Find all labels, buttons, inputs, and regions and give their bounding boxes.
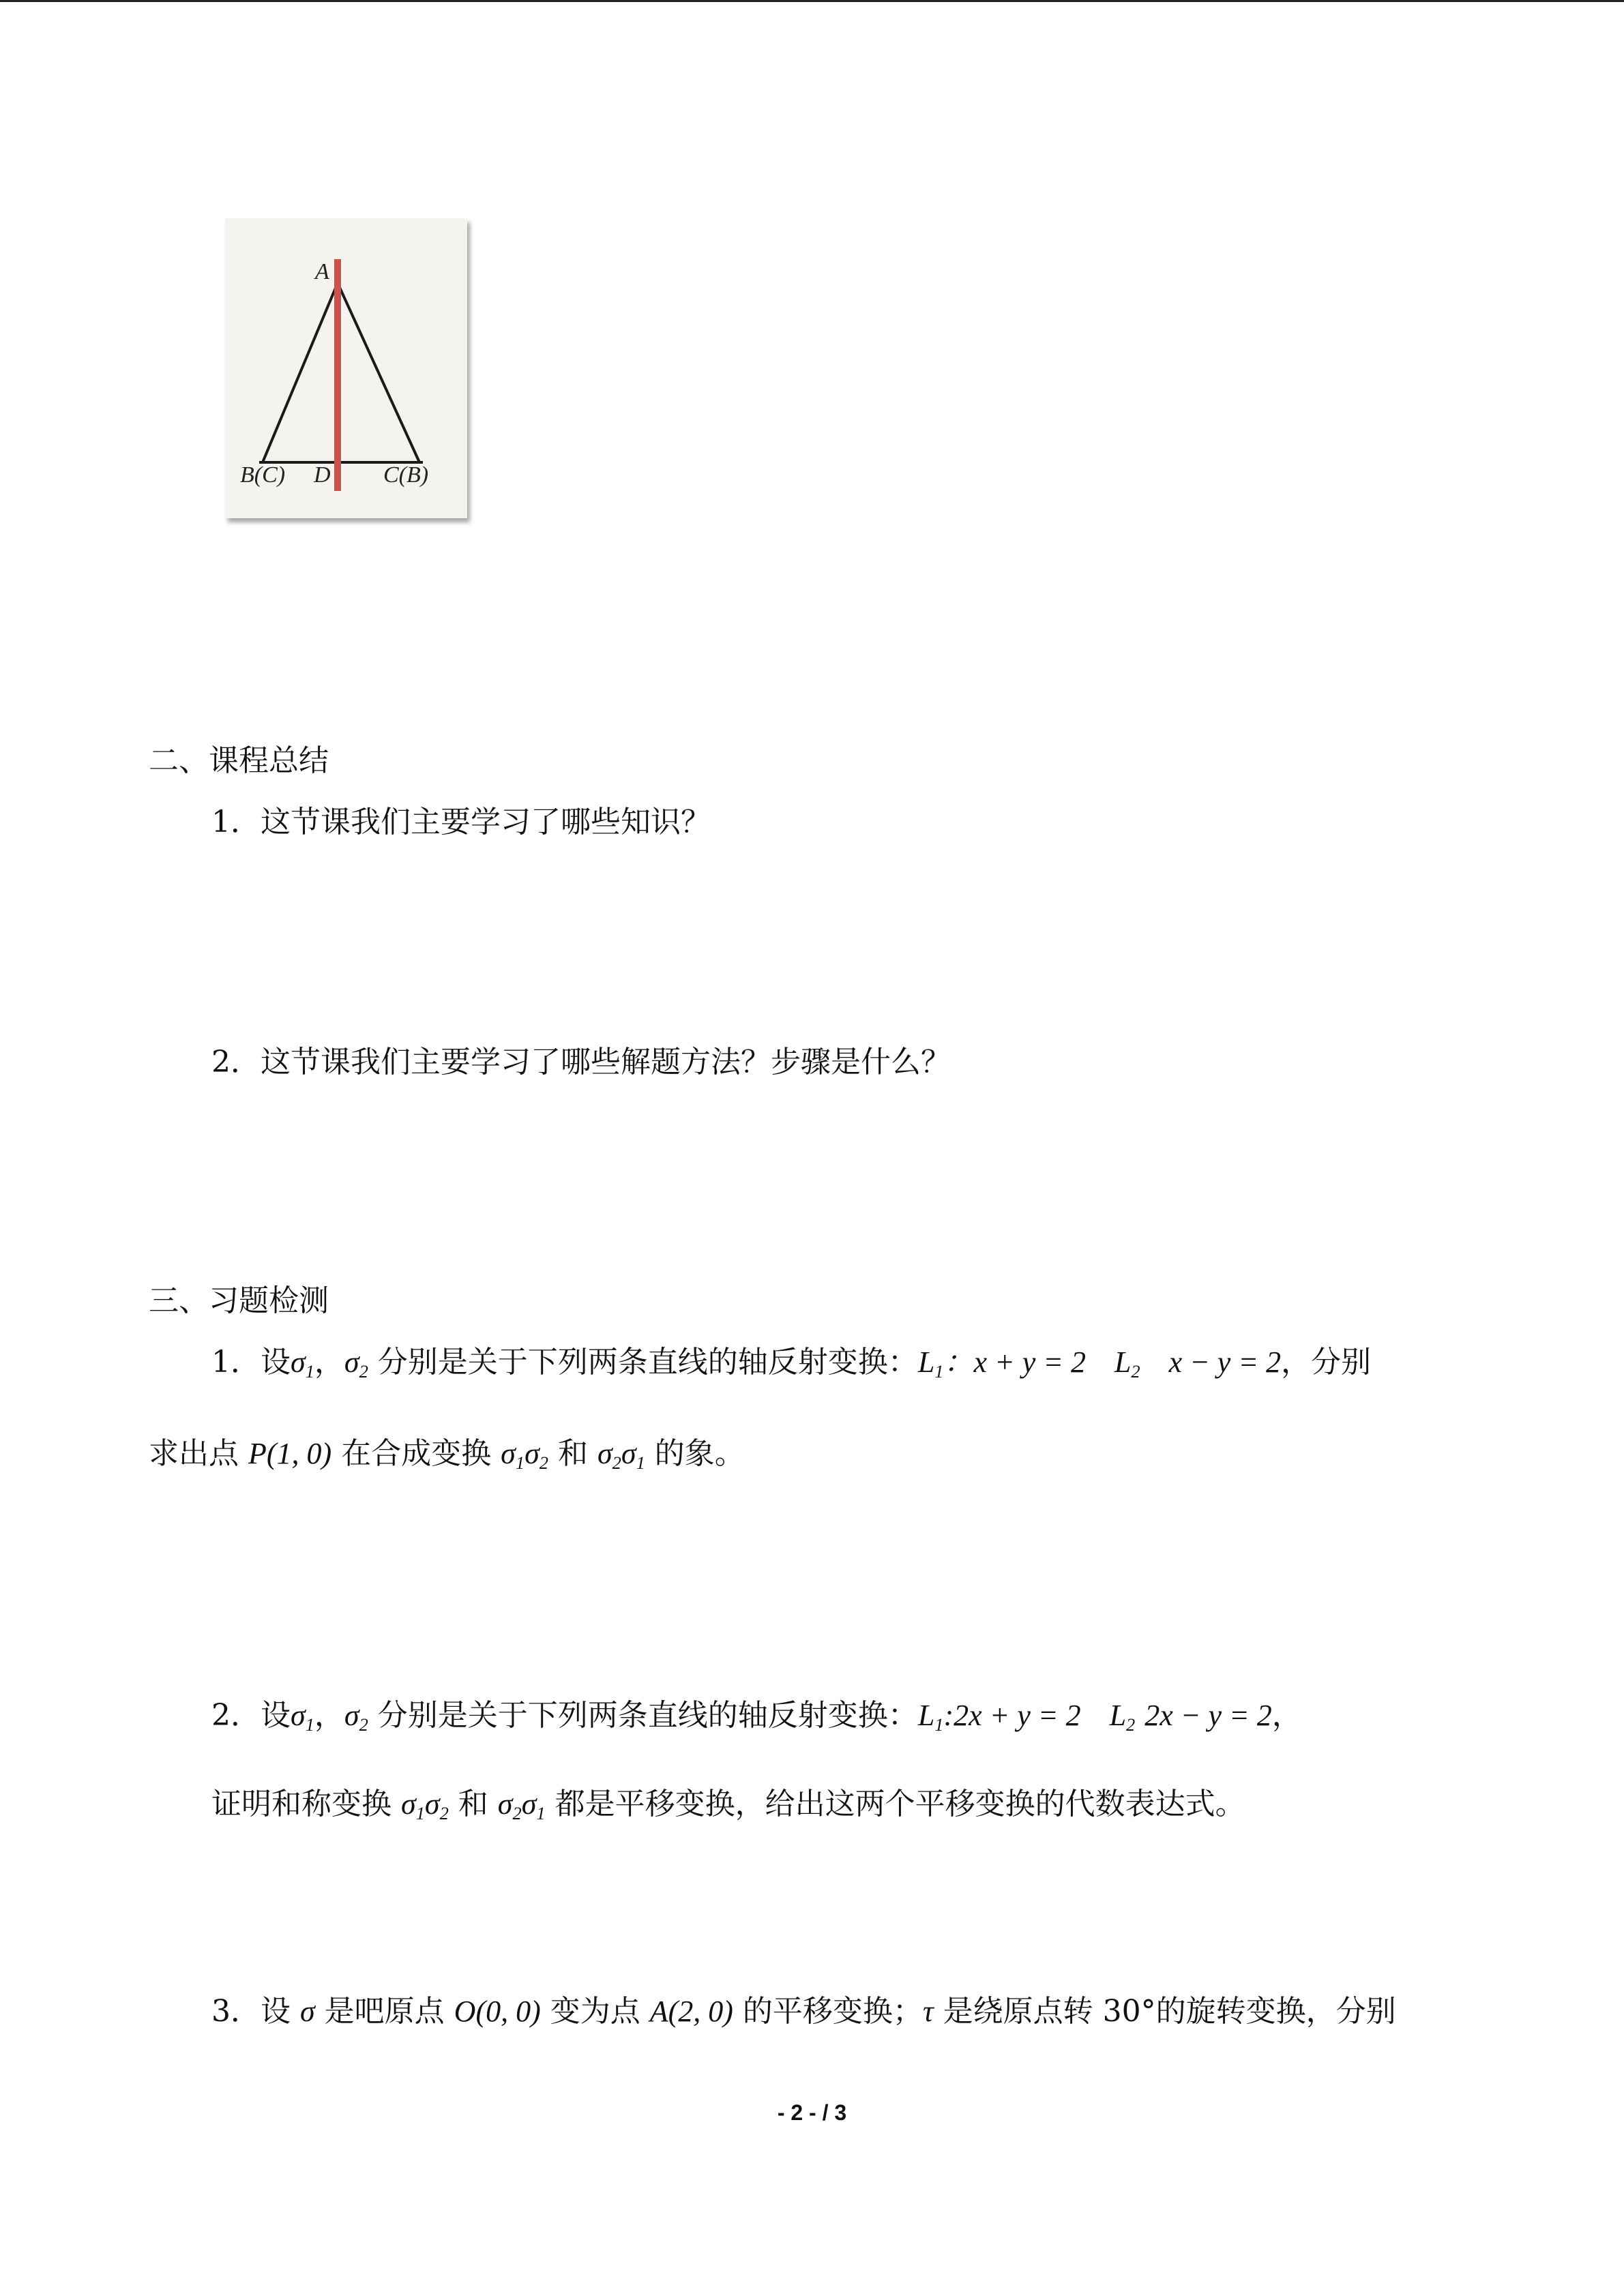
summary-heading: 二、课程总结 <box>149 743 329 778</box>
exercise-2-line-2 <box>211 1784 1245 1834</box>
line-l2-equation: 2x − y = 2 <box>1145 1699 1272 1732</box>
point-p: P(1, 0) <box>248 1437 332 1470</box>
exercises-heading: 三、习题检测 <box>149 1283 329 1318</box>
origin-point: O(0, 0) <box>454 1995 541 2028</box>
exercise-1-text: 分别是关于下列两条直线的轴反射变换： <box>368 1345 918 1380</box>
exercise-3-prefix: 3．设 <box>211 1994 300 2029</box>
triangle-figure <box>225 218 467 518</box>
composite-sigma1-sigma2: $\sigma_1\sigma_2$ <box>501 1437 548 1473</box>
label-a: A <box>315 259 329 284</box>
exercise-3-text-4: 是绕原点转 30°的旋转变换，分别 <box>933 1994 1396 2029</box>
label-b-c: B(C) <box>240 462 286 488</box>
sigma-2: $\sigma_2$ <box>344 1345 368 1382</box>
exercise-1-text-c: 和 <box>548 1436 597 1471</box>
exercise-2-line-1 <box>211 1695 1302 1745</box>
exercise-1-text-d: 的象。 <box>645 1436 745 1471</box>
side-ab <box>263 283 338 462</box>
exercise-2-text-a: 证明和称变换 <box>211 1787 401 1821</box>
summary-question-1: 1．这节课我们主要学习了哪些知识？ <box>211 805 711 839</box>
exercise-2-text-c: 都是平移变换，给出这两个平移变换的代数表达式。 <box>545 1787 1245 1821</box>
exercise-2-prefix: 2．设 <box>211 1698 291 1733</box>
exercise-1-text-a: 求出点 <box>149 1436 248 1471</box>
exercise-2-text-b: 和 <box>448 1787 498 1821</box>
sigma-1: $\sigma_1$ <box>291 1345 314 1382</box>
composite-sigma2-sigma1: $\sigma_2\sigma_1$ <box>497 1787 546 1823</box>
sigma-2: $\sigma_2$ <box>344 1699 368 1735</box>
exercise-1-tail: ，分别 <box>1281 1345 1372 1380</box>
exercise-2-tail: ， <box>1271 1698 1302 1733</box>
line-l2: $L_2$ <box>1109 1699 1136 1735</box>
exercise-1-prefix: 1．设 <box>211 1345 291 1380</box>
label-c-b: C(B) <box>383 462 429 488</box>
exercise-3-text-2: 变为点 <box>540 1994 650 2029</box>
exercise-3-line-1 <box>211 1991 1396 2032</box>
sigma-1: $\sigma_1$ <box>291 1699 314 1735</box>
comma: ， <box>314 1698 344 1733</box>
page-number: - 2 - / 3 <box>777 2100 847 2125</box>
line-l2: $L_2$ <box>1114 1345 1140 1382</box>
point-a: A(2, 0) <box>649 1995 733 2028</box>
sigma: σ <box>299 1995 315 2028</box>
label-d: D <box>314 462 331 488</box>
exercise-3-text-3: 的平移变换； <box>733 1994 923 2029</box>
exercise-3-text-1: 是吧原点 <box>314 1994 454 2029</box>
line-l1-equation: ：x + y = 2 <box>943 1345 1086 1379</box>
tau: τ <box>922 1995 934 2028</box>
side-ac <box>338 283 419 462</box>
line-l2-equation: x − y = 2 <box>1168 1345 1282 1379</box>
exercise-2-text: 分别是关于下列两条直线的轴反射变换： <box>368 1698 918 1733</box>
exercise-1-line-2 <box>149 1433 745 1483</box>
line-l1: $L_1$ <box>917 1699 944 1735</box>
composite-sigma2-sigma1: $\sigma_2\sigma_1$ <box>597 1437 645 1473</box>
symmetry-axis <box>334 259 341 491</box>
line-l1: $L_1$ <box>917 1345 944 1382</box>
summary-question-2: 2．这节课我们主要学习了哪些解题方法？步骤是什么？ <box>211 1045 951 1079</box>
line-l1-equation: :2x + y = 2 <box>943 1699 1081 1732</box>
page-top-border <box>0 0 1624 2</box>
exercise-1-line-1 <box>211 1342 1371 1392</box>
exercise-1-text-b: 在合成变换 <box>331 1436 501 1471</box>
composite-sigma1-sigma2: $\sigma_1\sigma_2$ <box>401 1787 449 1823</box>
comma: ， <box>314 1345 344 1380</box>
